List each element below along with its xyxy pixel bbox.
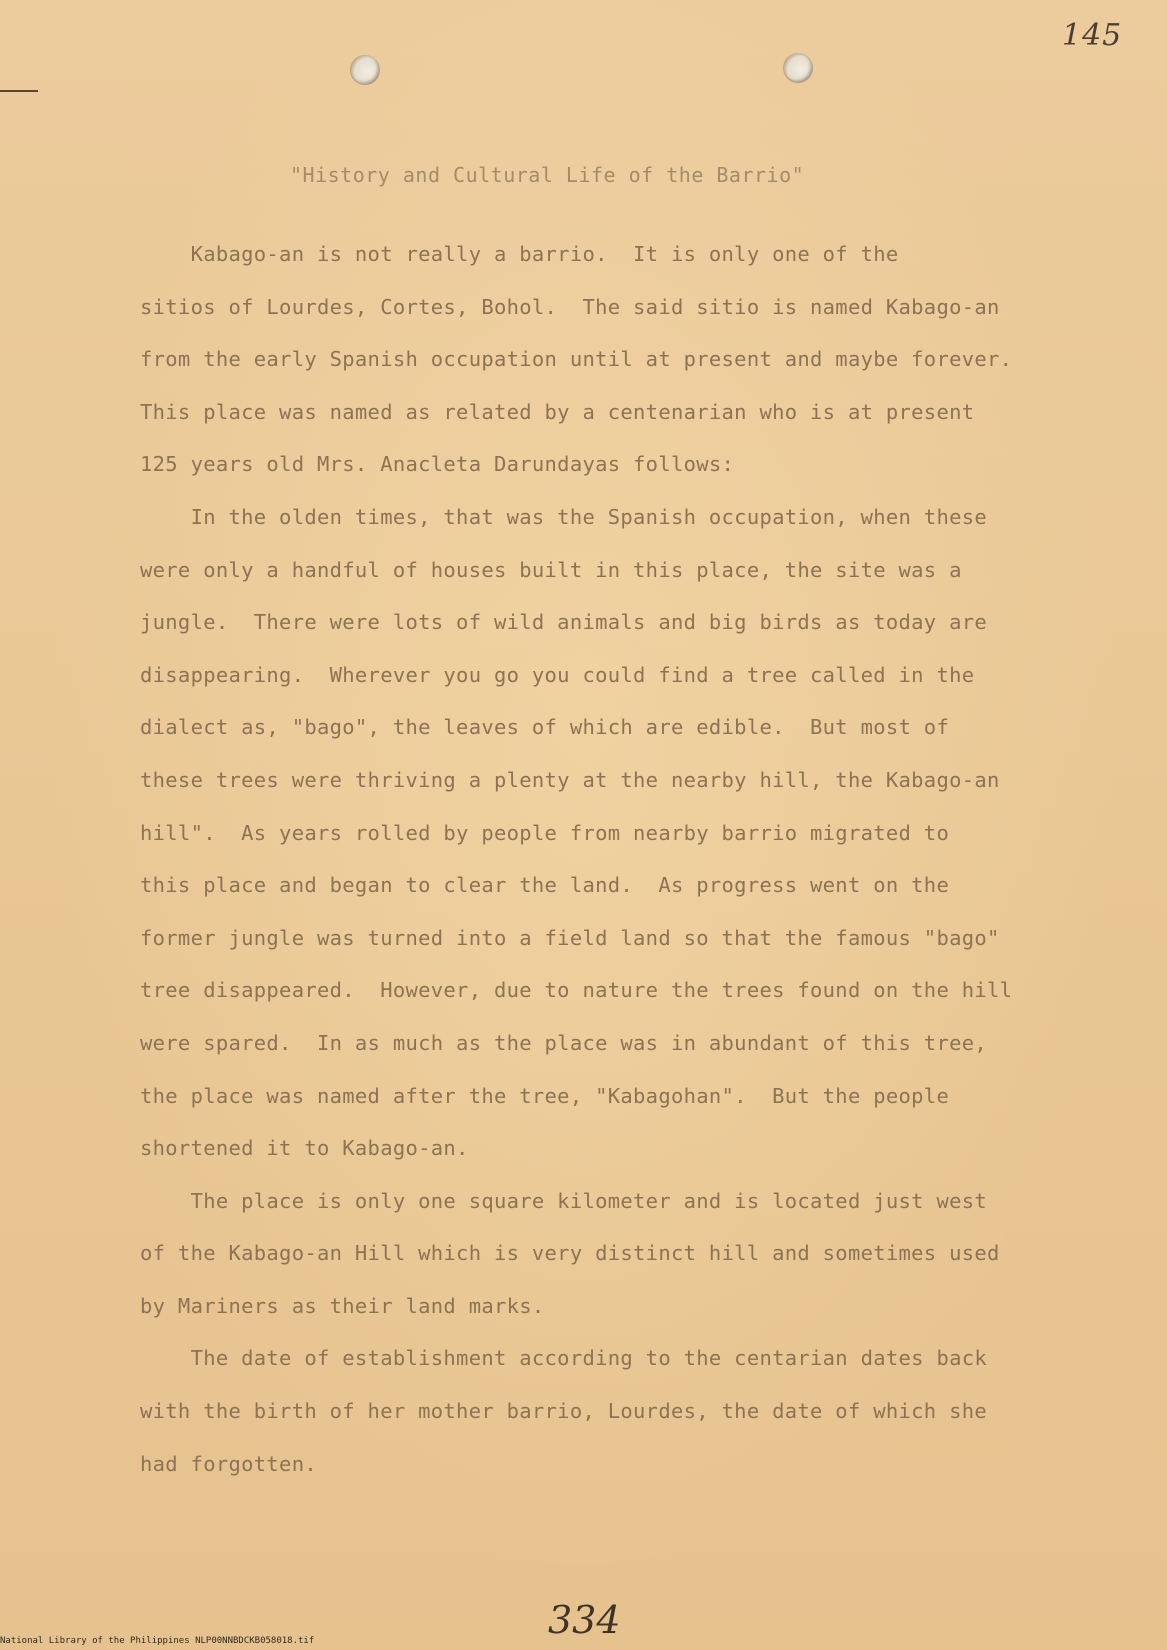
handwritten-page-number: 145 <box>1062 18 1123 53</box>
text-line: these trees were thriving a plenty at the nearby hill, the Kabago-an <box>140 767 1000 792</box>
text-line: hill". As years rolled by people from nearby barrio migrated to <box>140 820 950 845</box>
text-line: had forgotten. <box>140 1451 317 1476</box>
text-line: jungle. There were lots of wild animals and big birds as today are <box>140 610 988 635</box>
document-title: "History and Cultural Life of the Barrio" <box>290 163 805 187</box>
document-body <box>140 228 1040 1490</box>
handwritten-folio-number: 334 <box>548 1598 621 1642</box>
binder-hole <box>350 55 380 85</box>
text-line: disappearing. Wherever you go you could find a tree called in the <box>140 662 975 687</box>
paragraph <box>140 491 1040 1175</box>
text-line: from the early Spanish occupation until at present and maybe forever. <box>140 347 1013 372</box>
text-line: This place was named as related by a centenarian who is at present <box>140 399 975 424</box>
archive-credit: National Library of the Philippines NLP00NNBDCKB058018.tif <box>0 1636 315 1646</box>
text-line: Kabago-an is not really a barrio. It is only one of the <box>140 242 899 266</box>
text-line: were only a handful of houses built in this place, the site was a <box>140 557 962 582</box>
text-line: former jungle was turned into a field land so that the famous "bago" <box>140 925 1000 950</box>
paragraph <box>140 228 1040 491</box>
text-line: tree disappeared. However, due to nature the trees found on the hill <box>140 978 1013 1003</box>
text-line: the place was named after the tree, "Kabagohan". But the people <box>140 1083 950 1108</box>
text-line: dialect as, "bago", the leaves of which are edible. But most of <box>140 715 950 740</box>
text-line: this place and began to clear the land. As progress went on the <box>140 873 950 898</box>
text-line: In the olden times, that was the Spanish occupation, when these <box>140 504 988 529</box>
binder-hole <box>783 53 813 83</box>
text-line: shortened it to Kabago-an. <box>140 1136 469 1161</box>
text-line: of the Kabago-an Hill which is very distinct hill and sometimes used <box>140 1241 1000 1266</box>
text-line: sitios of Lourdes, Cortes, Bohol. The said sitio is named Kabago-an <box>140 294 1000 319</box>
text-line: by Mariners as their land marks. <box>140 1293 545 1318</box>
text-line: were spared. In as much as the place was in abundant of this tree, <box>140 1030 988 1055</box>
text-line: The date of establishment according to the centarian dates back <box>140 1346 988 1371</box>
text-line: The place is only one square kilometer and is located just west <box>140 1188 988 1213</box>
paragraph <box>140 1332 1040 1490</box>
paragraph <box>140 1175 1040 1333</box>
text-line: 125 years old Mrs. Anacleta Darundayas follows: <box>140 452 735 477</box>
text-line: with the birth of her mother barrio, Lourdes, the date of which she <box>140 1399 988 1424</box>
margin-mark <box>0 90 38 92</box>
